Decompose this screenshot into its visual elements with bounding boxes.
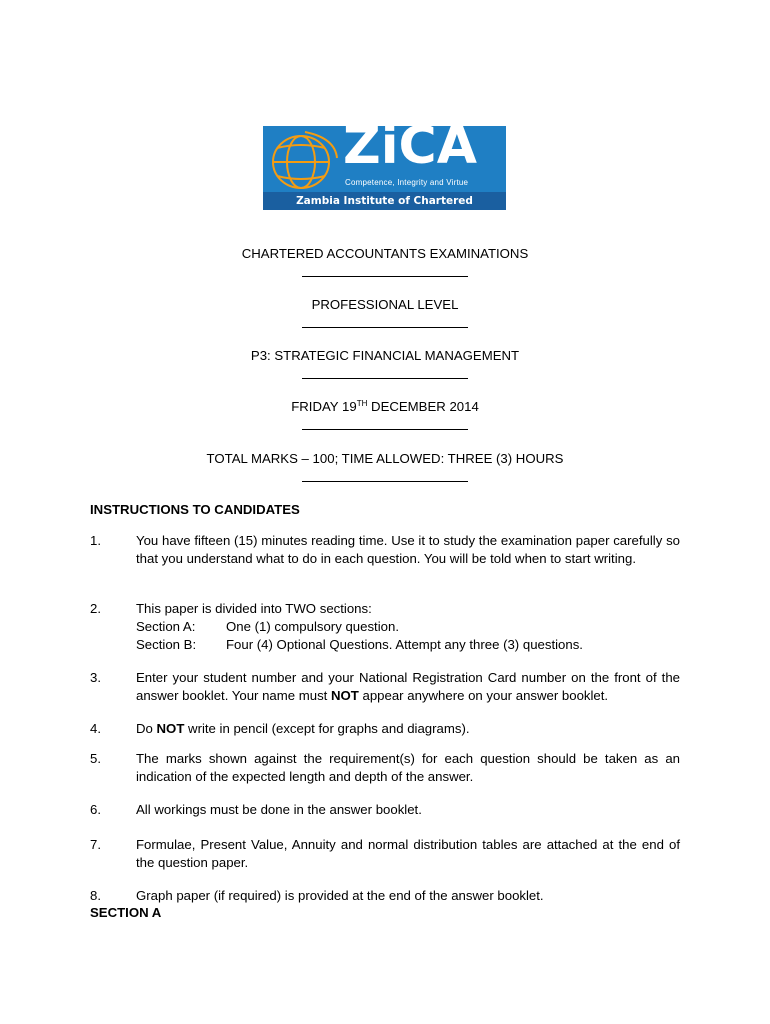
section-a-line: Section A: One (1) compulsory question. — [136, 619, 399, 634]
exam-date: FRIDAY 19TH DECEMBER 2014 — [291, 399, 479, 414]
instruction-item: 3. Enter your student number and your National Registration Card number on the front of the answer booklet. Your name must NOT appear anywhere on your answer booklet. — [90, 670, 680, 703]
instructions-heading: INSTRUCTIONS TO CANDIDATES — [90, 502, 300, 517]
divider — [302, 378, 468, 379]
instruction-item: 4. Do NOT write in pencil (except for graphs and diagrams). — [90, 721, 470, 736]
logo-tagline: Competence, Integrity and Virtue — [345, 178, 469, 187]
divider — [302, 429, 468, 430]
paper-title: P3: STRATEGIC FINANCIAL MANAGEMENT — [250, 348, 520, 363]
exam-level: PROFESSIONAL LEVEL — [311, 297, 459, 312]
instruction-item: 7. Formulae, Present Value, Annuity and normal distribution tables are attached at the end of the question paper. — [90, 837, 680, 870]
section-b-line: Section B: Four (4) Optional Questions. Attempt any three (3) questions. — [136, 637, 583, 652]
instruction-item: 8. Graph paper (if required) is provided at the end of the answer booklet. — [90, 888, 544, 903]
divider — [302, 327, 468, 328]
divider — [302, 276, 468, 277]
divider — [302, 481, 468, 482]
exam-title: CHARTERED ACCOUNTANTS EXAMINATIONS — [241, 246, 529, 261]
marks-and-time: TOTAL MARKS – 100; TIME ALLOWED: THREE (3) HOURS — [206, 451, 564, 466]
logo-full-name: Zambia Institute of Chartered Accountants — [263, 192, 506, 210]
zica-logo — [263, 116, 506, 225]
instruction-item: 2. This paper is divided into TWO sections: Section A: One (1) compulsory question. Section B: Four (4) Optional Questions. Attempt any three (3) questions. — [90, 600, 680, 654]
instruction-item: 1. You have fifteen (15) minutes reading time. Use it to study the examination paper carefully so that you understand what to do in each question. You will be told when to start writing. — [90, 533, 680, 566]
logo-brand: ZiCA — [343, 116, 477, 176]
instruction-item: 6. All workings must be done in the answer booklet. — [90, 802, 422, 817]
section-a-heading: SECTION A — [90, 905, 162, 920]
instruction-item: 5. The marks shown against the requirement(s) for each question should be taken as an indication of the expected length and depth of the answer. — [90, 751, 680, 784]
globe-icon — [265, 128, 341, 192]
